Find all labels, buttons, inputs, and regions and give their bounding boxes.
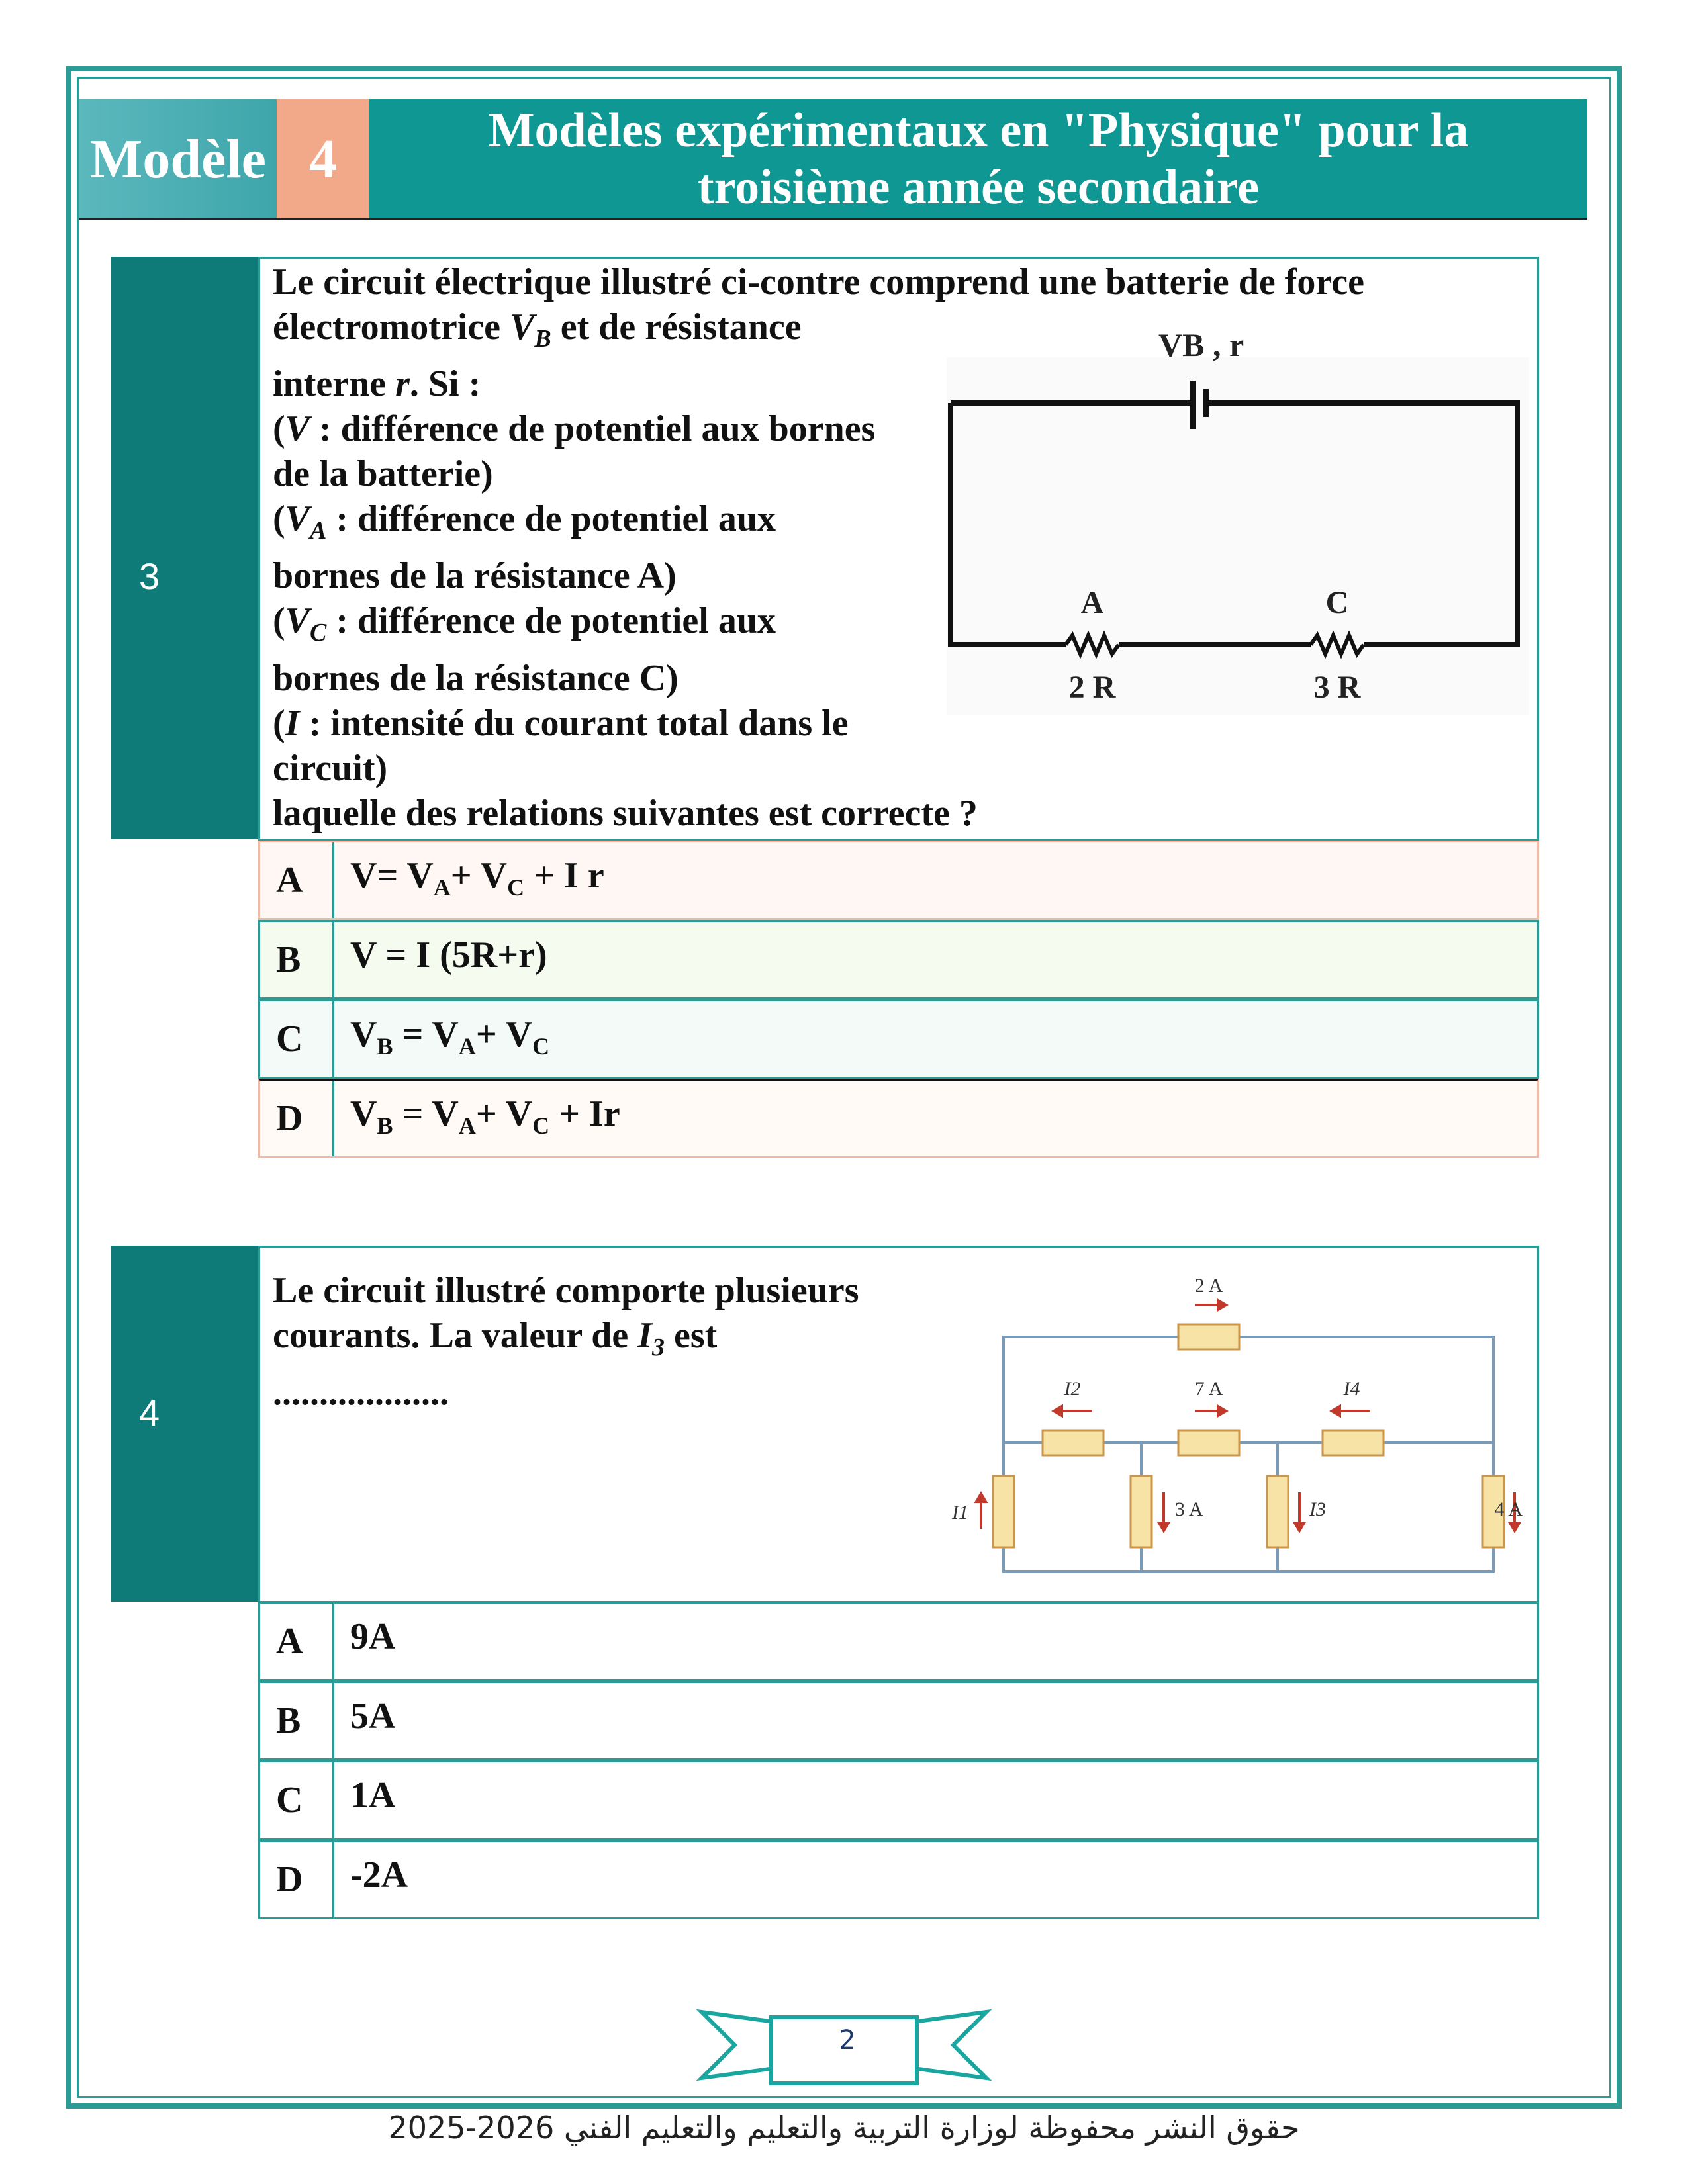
q3-line-4: (V : différence de potentiel aux bornes xyxy=(273,408,876,450)
question-3-circuit-diagram xyxy=(940,324,1536,721)
label-i1: I1 xyxy=(952,1502,968,1524)
q3-line-8: ($V_C$ : différence de potentiel aux xyxy=(273,600,776,647)
label-i4: I4 xyxy=(1343,1378,1360,1400)
question-3-number: 3 xyxy=(139,555,160,597)
question-4-option-d[interactable] xyxy=(258,1840,1539,1919)
option-letter: C xyxy=(260,1001,334,1077)
q3-line-1: Le circuit électrique illustré ci-contre comprend une batterie de force xyxy=(273,261,1364,302)
circuit-background xyxy=(947,357,1529,715)
page-number: 2 xyxy=(839,2025,856,2056)
option-letter: D xyxy=(260,1842,334,1917)
option-letter: B xyxy=(260,922,334,997)
question-4-text xyxy=(273,1268,859,1415)
question-3-number-cell xyxy=(111,257,258,839)
label-7a: 7 A xyxy=(1194,1378,1223,1400)
question-4-option-b[interactable] xyxy=(258,1681,1539,1760)
option-text: $V_B = V_A+ V_C + Ir$ xyxy=(350,1093,620,1140)
option-text: 9A xyxy=(350,1616,396,1657)
label-2a: 2 A xyxy=(1194,1275,1223,1297)
label-4a: 4 A xyxy=(1494,1498,1523,1520)
option-text: $V_B = V_A+ V_C$ xyxy=(350,1014,550,1060)
q4-line-3: ................... xyxy=(273,1372,449,1414)
option-text: -2A xyxy=(350,1854,408,1895)
question-4-option-a[interactable] xyxy=(258,1602,1539,1681)
current-arrows xyxy=(976,1300,1519,1531)
q4-line-2: courants. La valeur de $I_3$ est xyxy=(273,1315,718,1362)
model-label: Modèle xyxy=(79,99,277,218)
copyright-notice: حقوق النشر محفوظة لوزارة التربية والتعليم والتعليم الفني 2026-2025 xyxy=(388,2110,1300,2146)
resistor-a-name: A xyxy=(1080,585,1104,620)
q3-line-5: de la batterie) xyxy=(273,453,493,495)
ribbon-right-tail xyxy=(914,2012,986,2078)
current-labels xyxy=(951,1275,1523,1524)
option-letter: B xyxy=(260,1683,334,1758)
question-4-number: 4 xyxy=(139,1392,160,1433)
question-3-option-d[interactable] xyxy=(258,1079,1539,1158)
q3-line-11: circuit) xyxy=(273,747,388,789)
question-4-circuit-diagram xyxy=(940,1264,1523,1588)
question-3-option-b[interactable] xyxy=(258,920,1539,999)
q4-line-1: Le circuit illustré comporte plusieurs xyxy=(273,1270,859,1311)
q3-line-10: (I : intensité du courant total dans le xyxy=(273,702,849,744)
option-letter: A xyxy=(260,1604,334,1679)
option-text: 5A xyxy=(350,1696,396,1737)
question-4-option-c[interactable] xyxy=(258,1760,1539,1840)
resistors xyxy=(993,1324,1504,1547)
option-text: $V= V_A+ V_C + I$ r xyxy=(350,855,604,901)
option-text: V = I (5R+r) xyxy=(350,934,547,976)
option-letter: C xyxy=(260,1762,334,1838)
option-letter: A xyxy=(260,842,334,918)
title-line-2: troisième année secondaire xyxy=(697,160,1260,214)
question-3-option-c[interactable] xyxy=(258,999,1539,1079)
question-4-number-cell xyxy=(111,1246,258,1602)
label-i2: I2 xyxy=(1064,1378,1081,1400)
q3-line-9: bornes de la résistance C) xyxy=(273,657,679,699)
q3-line-7: bornes de la résistance A) xyxy=(273,555,677,597)
question-3-option-a[interactable] xyxy=(258,841,1539,920)
resistor-c-name: C xyxy=(1325,585,1349,620)
label-3a: 3 A xyxy=(1175,1498,1203,1520)
q3-line-3: interne r. Si : xyxy=(273,363,481,405)
option-letter: D xyxy=(260,1081,334,1156)
resistor-c-value: 3 R xyxy=(1313,670,1361,705)
ribbon-left-tail xyxy=(702,2012,774,2078)
q3-line-12: laquelle des relations suivantes est correcte ? xyxy=(273,792,978,834)
title-line-1: Modèles expérimentaux en "Physique" pour la xyxy=(488,103,1469,158)
resistor-a-value: 2 R xyxy=(1068,670,1116,705)
option-text: 1A xyxy=(350,1775,396,1816)
q3-line-2: électromotrice $V_B$ et de résistance xyxy=(273,306,802,353)
q3-line-6: ($V_A$ : différence de potentiel aux xyxy=(273,498,776,545)
label-i3: I3 xyxy=(1309,1498,1326,1520)
battery-label: VB , r xyxy=(1158,326,1244,363)
header-divider xyxy=(79,218,1587,220)
page-title xyxy=(369,99,1587,218)
model-number: 4 xyxy=(277,99,369,218)
